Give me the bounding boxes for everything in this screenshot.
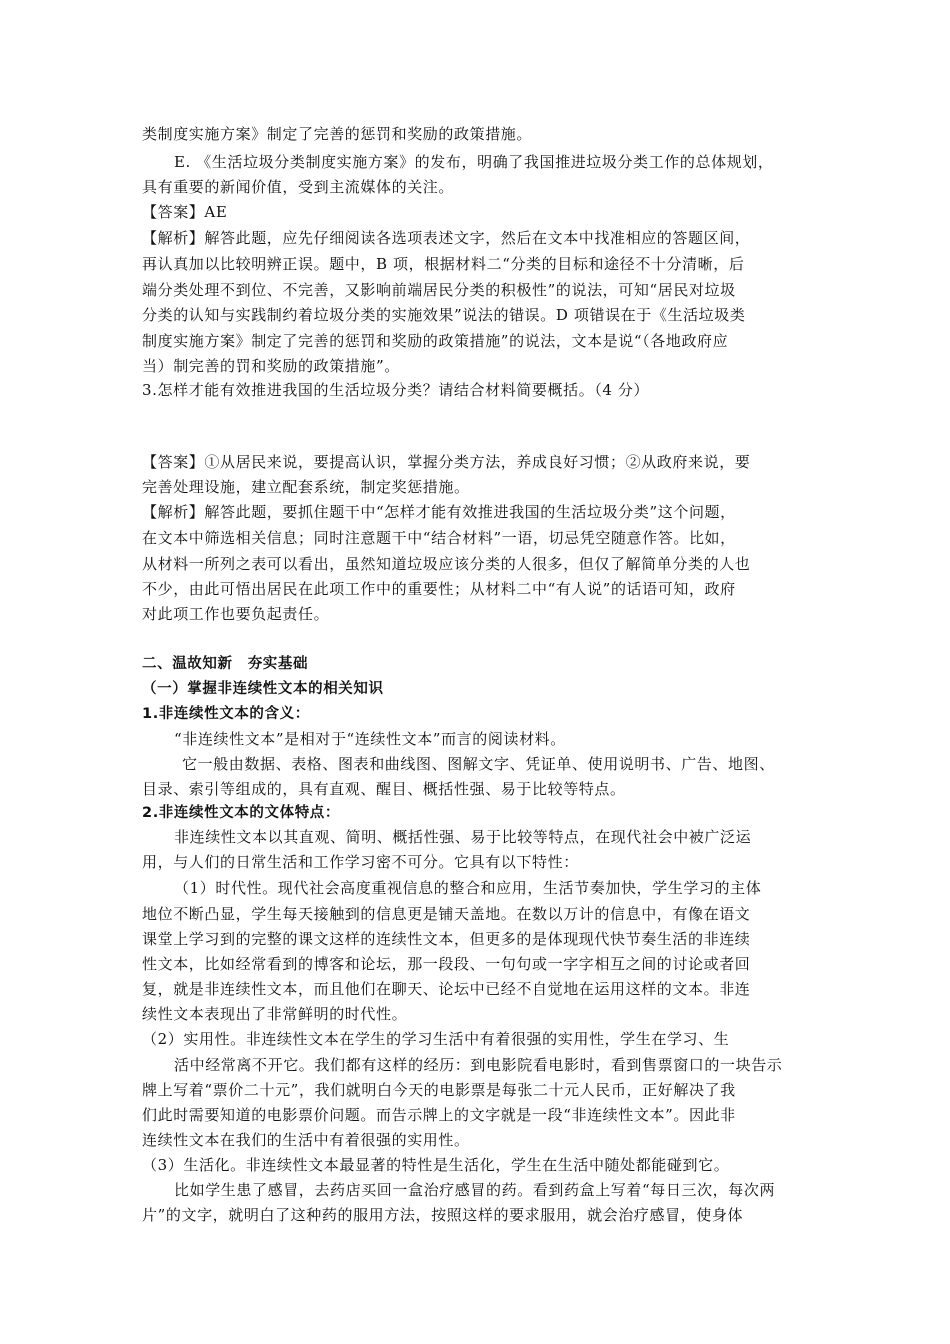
answer-line: 【答案】①从居民来说，要提高认识，掌握分类方法，养成良好习惯；②从政府来说，要	[142, 453, 751, 471]
topic-heading: 2.非连续性文本的文体特点：	[142, 805, 340, 821]
option-e-line: E. 《生活垃圾分类制度实施方案》的发布，明确了我国推进垃圾分类工作的总体规划，	[174, 153, 774, 171]
text-line: 目录、索引等组成的，具有直观、醒目、概括性强、易于比较等特点。	[142, 780, 626, 798]
text-line: 非连续性文本以其直观、简明、概括性强、易于比较等特点，在现代社会中被广泛运	[174, 828, 752, 846]
analysis-line: 【解析】解答此题，应先仔细阅读各选项表述文字，然后在文本中找准相应的答题区间，	[142, 229, 751, 247]
text-line: 它一般由数据、表格、图表和曲线图、图解文字、凭证单、使用说明书、广告、地图、	[182, 755, 775, 773]
text-line: 续性文本表现出了非常鲜明的时代性。	[142, 1005, 408, 1023]
subsection-heading: （一）掌握非连续性文本的相关知识	[142, 681, 384, 697]
text-line: 性文本，比如经常看到的博客和论坛，那一段段、一句句或一字字相互之间的讨论或者回	[142, 955, 751, 973]
text-line: 们此时需要知道的电影票价问题。而告示牌上的文字就是一段“非连续性文本”。因此非	[142, 1106, 736, 1124]
analysis-line: 【解析】解答此题，要抓住题干中“怎样才能有效推进我国的生活垃圾分类”这个问题，	[142, 503, 736, 521]
text-line: 比如学生患了感冒，去药店买回一盒治疗感冒的药。看到药盒上写着“每日三次，每次两	[174, 1181, 776, 1199]
text-line: 连续性文本在我们的生活中有着很强的实用性。	[142, 1131, 470, 1149]
text-line: （1）时代性。现代社会高度重视信息的整合和应用，生活节奏加快，学生学习的主体	[174, 879, 762, 897]
topic-heading: 1.非连续性文本的含义：	[142, 706, 310, 722]
text-line: 课堂上学习到的完整的课文这样的连续性文本，但更多的是体现现代快节奏生活的非连续	[142, 930, 751, 948]
text-line: 当）制完善的罚和奖励的政策措施”。	[142, 357, 400, 375]
text-line: 复，就是非连续性文本，而且他们在聊天、论坛中已经不自觉地在运用这样的文本。非连	[142, 980, 751, 998]
text-line: 地位不断凸显，学生每天接触到的信息更是铺天盖地。在数以万计的信息中，有像在语文	[142, 905, 751, 923]
text-line: 再认真加以比较明辨正误。题中，B 项，根据材料二“分类的目标和途径不十分清晰，后	[142, 255, 745, 273]
text-line: 分类的认知与实践制约着垃圾分类的实施效果”说法的错误。D 项错误在于《生活垃圾类	[142, 306, 746, 324]
text-line: 端分类处理不到位、不完善，又影响前端居民分类的积极性”的说法，可知“居民对垃圾	[142, 281, 736, 299]
text-line: （2）实用性。非连续性文本在学生的学习生活中有着很强的实用性，学生在学习、生	[142, 1030, 730, 1048]
text-line: 片”的文字，就明白了这种药的服用方法，按照这样的要求服用，就会治疗感冒，使身体	[142, 1206, 744, 1224]
text-line: 完善处理设施，建立配套系统，制定奖惩措施。	[142, 478, 470, 496]
section-heading: 二、温故知新 夯实基础	[142, 656, 309, 672]
answer-line: 【答案】AE	[142, 203, 228, 221]
text-line: “非连续性文本”是相对于“连续性文本”而言的阅读材料。	[174, 730, 566, 748]
text-line: 对此项工作也要负起责任。	[142, 605, 330, 623]
text-line: 不少，由此可悟出居民在此项工作中的重要性；从材料二中“有人说”的话语可知，政府	[142, 580, 736, 598]
text-line: 在文本中筛选相关信息；同时注意题干中“结合材料”一语，切忌凭空随意作答。比如，	[142, 529, 736, 547]
text-line: 牌上写着“票价二十元”，我们就明白今天的电影票是每张二十元人民币，正好解决了我	[142, 1081, 736, 1099]
text-line: 从材料一所列之表可以看出，虽然知道垃圾应该分类的人很多，但仅了解简单分类的人也	[142, 555, 751, 573]
text-line: 类制度实施方案》制定了完善的惩罚和奖励的政策措施。	[142, 125, 533, 143]
text-line: 用，与人们的日常生活和工作学习密不可分。它具有以下特性：	[142, 853, 579, 871]
text-line: 制度实施方案》制定了完善的惩罚和奖励的政策措施”的说法，文本是说“（各地政府应	[142, 332, 729, 350]
question-3: 3.怎样才能有效推进我国的生活垃圾分类？请结合材料简要概括。（4 分）	[142, 381, 650, 399]
text-line: （3）生活化。非连续性文本最显著的特性是生活化，学生在生活中随处都能碰到它。	[142, 1156, 730, 1174]
text-line: 具有重要的新闻价值，受到主流媒体的关注。	[142, 178, 455, 196]
text-line: 活中经常离不开它。我们都有这样的经历：到电影院看电影时，看到售票窗口的一块告示	[174, 1056, 783, 1074]
